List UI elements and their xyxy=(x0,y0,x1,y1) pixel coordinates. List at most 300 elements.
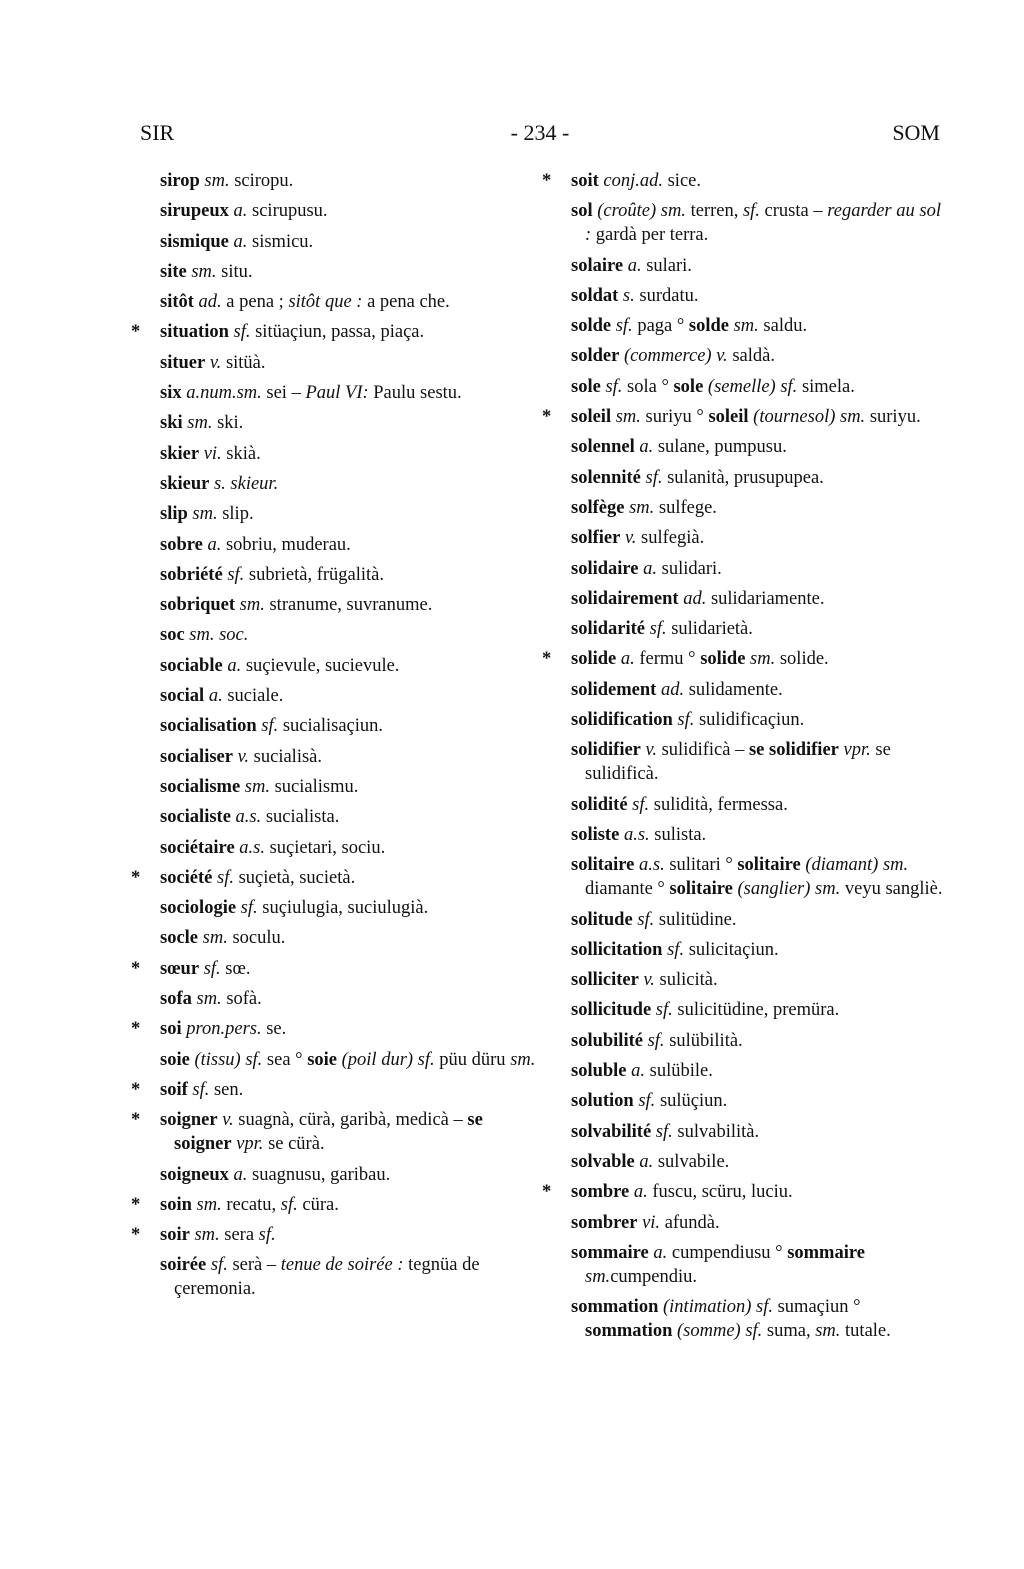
grammar-label: sm. xyxy=(624,497,655,518)
grammar-label: sf. xyxy=(632,909,655,930)
headword: solitaire xyxy=(737,855,801,876)
grammar-label: sf. xyxy=(600,376,623,397)
translation: sucialisà. xyxy=(249,746,322,767)
dictionary-entry xyxy=(160,926,540,950)
translation: solide. xyxy=(775,649,829,670)
translation: sœ. xyxy=(220,958,251,979)
dictionary-entry xyxy=(160,411,540,435)
headword: solide xyxy=(571,649,617,670)
grammar-label: a. xyxy=(204,686,223,707)
headword: sirop xyxy=(160,171,200,191)
headword: sociétaire xyxy=(160,837,235,858)
dictionary-entry xyxy=(160,1108,540,1156)
grammar-label: Paul VI: xyxy=(305,383,369,404)
translation: sulfegià. xyxy=(636,528,705,549)
headword: sommation xyxy=(571,1297,659,1318)
dictionary-entry xyxy=(571,1241,943,1289)
translation: simela. xyxy=(797,376,855,397)
translation: sulicitaçiun. xyxy=(684,939,779,960)
headword: solidarité xyxy=(571,619,645,640)
translation: sulidariamente. xyxy=(706,588,825,609)
dictionary-entry xyxy=(571,1211,943,1235)
translation: suçietà, sucietà. xyxy=(233,867,356,888)
translation: Paulu sestu. xyxy=(368,383,462,404)
dictionary-entry xyxy=(160,1048,540,1072)
translation: sitüà. xyxy=(221,352,266,373)
translation: suriyu ° xyxy=(640,407,709,428)
dictionary-entry xyxy=(571,1089,943,1113)
translation: cumpendiusu ° xyxy=(667,1242,788,1263)
headword: soif xyxy=(160,1079,188,1100)
translation: recatu, xyxy=(221,1194,281,1215)
translation: fuscu, scüru, luciu. xyxy=(647,1182,793,1203)
grammar-label: v. xyxy=(620,528,637,549)
grammar-label: sf. xyxy=(642,1030,665,1051)
headword: sociable xyxy=(160,655,223,676)
grammar-label: sm. xyxy=(186,261,217,282)
headword: solliciter xyxy=(571,970,639,991)
headword: soie xyxy=(160,1049,190,1070)
headword: skier xyxy=(160,443,200,464)
grammar-label: sm. xyxy=(198,928,228,949)
dictionary-entry xyxy=(160,290,540,314)
grammar-label: (tissu) sf. xyxy=(189,1049,263,1070)
translation: suçiulugia, suciulugià. xyxy=(257,898,429,919)
dictionary-entry xyxy=(160,775,540,799)
dictionary-entry xyxy=(571,496,943,520)
dictionary-entry xyxy=(160,563,540,587)
headword: solde xyxy=(571,316,612,337)
translation: sulübile. xyxy=(645,1061,713,1082)
translation: stranume, suvranume. xyxy=(264,595,433,616)
header-right-guide-word: SOM xyxy=(892,120,940,145)
grammar-label: (somme) sf. xyxy=(672,1321,763,1342)
dictionary-entry xyxy=(571,405,943,429)
translation: suciale. xyxy=(222,686,284,707)
translation: suçievule, sucievule. xyxy=(241,655,400,676)
translation: se cürà. xyxy=(263,1134,325,1155)
translation: sulanità, prusupupea. xyxy=(662,467,824,488)
headword: solidification xyxy=(571,710,673,731)
dictionary-entry xyxy=(571,587,943,611)
dictionary-entry xyxy=(571,557,943,581)
translation: a pena che. xyxy=(362,292,450,313)
headword: skieur xyxy=(160,473,210,494)
grammar-label: (tournesol) sm. xyxy=(748,407,866,428)
dictionary-entry xyxy=(160,1163,540,1187)
grammar-label: (croûte) sm. xyxy=(592,201,686,222)
grammar-label: (intimation) sf. xyxy=(658,1297,773,1318)
translation: fermu ° xyxy=(634,649,701,670)
dictionary-entry xyxy=(571,678,943,702)
grammar-label: s. skieur. xyxy=(209,473,279,494)
translation: sciropu. xyxy=(229,171,294,191)
dictionary-entry xyxy=(160,987,540,1011)
translation: sulvabilità. xyxy=(672,1121,760,1142)
dictionary-entry xyxy=(160,896,540,920)
dictionary-entry xyxy=(160,169,540,193)
headword: solidité xyxy=(571,794,628,815)
grammar-label: a. xyxy=(634,437,654,458)
headword: sociologie xyxy=(160,898,237,919)
translation: sulüçiun. xyxy=(655,1091,728,1112)
headword: solvabilité xyxy=(571,1121,652,1142)
grammar-label: a.s. xyxy=(619,824,650,845)
dictionary-entry xyxy=(160,230,540,254)
dictionary-entry xyxy=(160,866,540,890)
dictionary-entry xyxy=(571,853,943,901)
dictionary-entry xyxy=(571,314,943,338)
grammar-label: sitôt que : xyxy=(288,292,363,313)
dictionary-entry xyxy=(160,533,540,557)
dictionary-entry xyxy=(571,526,943,550)
headword: sol xyxy=(571,201,593,222)
dictionary-entry xyxy=(160,1253,540,1301)
grammar-label: a.s. xyxy=(234,837,265,858)
dictionary-entry xyxy=(571,1120,943,1144)
headword: solennité xyxy=(571,467,641,488)
headword: solennel xyxy=(571,437,635,458)
headword: solitude xyxy=(571,909,633,930)
translation: tutale. xyxy=(840,1321,891,1342)
dictionary-entry xyxy=(160,593,540,617)
headword: socialisme xyxy=(160,776,241,797)
dictionary-entry xyxy=(571,284,943,308)
grammar-label: sf. xyxy=(236,898,258,919)
translation: sulista. xyxy=(649,824,707,845)
dictionary-entry xyxy=(571,908,943,932)
grammar-label: a. xyxy=(228,201,248,222)
grammar-label: pron.pers. xyxy=(181,1019,262,1040)
grammar-label: sm. xyxy=(235,595,265,616)
translation: sulidari. xyxy=(657,558,722,579)
grammar-label: a. xyxy=(626,1061,646,1082)
grammar-label: ad. xyxy=(656,679,685,700)
headword: situer xyxy=(160,352,206,373)
headword: solitaire xyxy=(571,855,635,876)
dictionary-entry xyxy=(571,998,943,1022)
page-header xyxy=(140,120,940,150)
grammar-label: sm. xyxy=(199,171,230,191)
translation: ski. xyxy=(212,413,244,434)
headword: solidaire xyxy=(571,558,639,579)
translation: scirupusu. xyxy=(247,201,328,222)
grammar-label: ad. xyxy=(678,588,707,609)
dictionary-entry xyxy=(571,1180,943,1204)
headword: sollicitude xyxy=(571,1000,652,1021)
dictionary-entry xyxy=(571,738,943,786)
grammar-label: v. xyxy=(205,352,222,373)
translation: crusta – xyxy=(759,201,828,222)
grammar-label: v. xyxy=(640,740,657,761)
headword: sole xyxy=(673,376,704,397)
translation: sera xyxy=(219,1225,259,1246)
translation: serà – xyxy=(227,1255,281,1276)
translation: sola ° xyxy=(622,376,674,397)
headword: situation xyxy=(160,322,229,343)
grammar-label: a. xyxy=(634,1151,654,1172)
headword: soc xyxy=(160,625,185,646)
dictionary-entry xyxy=(571,793,943,817)
grammar-label: sf. xyxy=(206,1255,228,1276)
headword: solde xyxy=(688,316,729,337)
translation: sulvabile. xyxy=(653,1151,730,1172)
translation: tegnüa de çeremonia. xyxy=(174,1255,480,1300)
headword: socle xyxy=(160,928,199,949)
grammar-label: sf. xyxy=(651,1121,673,1142)
grammar-label: sf. xyxy=(256,716,279,737)
headword: se soigner xyxy=(174,1110,483,1155)
grammar-label: sf. xyxy=(633,1091,656,1112)
grammar-label: a. xyxy=(648,1242,668,1263)
grammar-label: sm. xyxy=(745,649,776,670)
dictionary-entry xyxy=(571,169,943,193)
headword: se solidifier xyxy=(748,740,839,761)
headword: solidement xyxy=(571,679,657,700)
dictionary-entry xyxy=(571,708,943,732)
grammar-label: a. xyxy=(228,1164,248,1185)
dictionary-entry xyxy=(571,1150,943,1174)
translation: cüra. xyxy=(297,1194,339,1215)
dictionary-entry xyxy=(571,647,943,671)
grammar-label: sf. xyxy=(228,322,251,343)
dictionary-entry xyxy=(160,1078,540,1102)
grammar-label: a.s. xyxy=(230,807,262,828)
headword: soi xyxy=(160,1019,182,1040)
grammar-label: sm. xyxy=(182,413,213,434)
dictionary-entry xyxy=(571,617,943,641)
headword: six xyxy=(160,383,182,404)
dictionary-entry xyxy=(571,1029,943,1053)
translation: sulitüdine. xyxy=(654,909,737,930)
grammar-label: sm. xyxy=(815,1321,841,1342)
translation: situ. xyxy=(216,261,253,282)
translation: sobriu, muderau. xyxy=(221,534,351,555)
translation: sen. xyxy=(209,1079,244,1100)
grammar-label: sf. xyxy=(672,710,695,731)
headword: solidairement xyxy=(571,588,679,609)
headword: ski xyxy=(160,413,183,434)
dictionary-entry xyxy=(160,805,540,829)
dictionary-entry xyxy=(571,254,943,278)
translation: sulicitüdine, premüra. xyxy=(672,1000,840,1021)
headword: socialiste xyxy=(160,807,231,828)
dictionary-entry xyxy=(571,344,943,368)
grammar-label: vpr. xyxy=(231,1134,264,1155)
translation: sulicità. xyxy=(654,970,718,991)
headword: solder xyxy=(571,346,620,367)
headword: soliste xyxy=(571,824,620,845)
translation: suçietari, sociu. xyxy=(264,837,386,858)
headword: soldat xyxy=(571,285,619,306)
headword: solaire xyxy=(571,255,624,276)
dictionary-entry xyxy=(571,1059,943,1083)
headword: solidifier xyxy=(571,740,641,761)
grammar-label: vi. xyxy=(199,443,222,464)
headword: soit xyxy=(571,171,599,191)
grammar-label: sm. xyxy=(510,1049,536,1070)
headword: sole xyxy=(571,376,601,397)
grammar-label: sf. xyxy=(280,1194,298,1215)
headword: sismique xyxy=(160,231,229,252)
grammar-label: sf. xyxy=(611,316,633,337)
dictionary-entry xyxy=(160,199,540,223)
grammar-label: a.num.sm. xyxy=(181,383,262,404)
grammar-label: v. xyxy=(232,746,250,767)
translation: afundà. xyxy=(660,1212,720,1233)
headword: sobriété xyxy=(160,564,223,585)
dictionary-entry xyxy=(160,260,540,284)
translation: paga ° xyxy=(632,316,689,337)
dictionary-entry xyxy=(160,502,540,526)
headword: soie xyxy=(307,1049,337,1070)
dictionary-entry xyxy=(571,199,943,247)
translation: sofà. xyxy=(221,989,262,1010)
translation: sitüaçiun, passa, piaça. xyxy=(250,322,425,343)
translation: sismicu. xyxy=(247,231,314,252)
translation: slip. xyxy=(217,504,254,525)
headword: solvable xyxy=(571,1151,635,1172)
headword: société xyxy=(160,867,213,888)
headword: soigner xyxy=(160,1110,218,1131)
translation: sucialista. xyxy=(261,807,340,828)
translation: sulitari ° xyxy=(664,855,738,876)
grammar-label: s. xyxy=(618,285,635,306)
grammar-label: a. xyxy=(202,534,222,555)
headword: solide xyxy=(700,649,746,670)
dictionary-entry xyxy=(571,823,943,847)
grammar-label: sf. xyxy=(222,564,245,585)
translation: sumaçiun ° xyxy=(772,1297,861,1318)
grammar-label: (diamant) sm. xyxy=(800,855,909,876)
grammar-label: sm. xyxy=(611,407,641,428)
translation: soculu. xyxy=(227,928,286,949)
translation: cumpendiu. xyxy=(610,1266,698,1287)
translation: diamante ° xyxy=(585,879,670,900)
headword: slip xyxy=(160,504,188,525)
grammar-label: tenue de soirée : xyxy=(280,1255,404,1276)
headword: soirée xyxy=(160,1255,207,1276)
translation: se sulidificà. xyxy=(585,740,891,785)
translation: terren, xyxy=(685,201,743,222)
grammar-label: a. xyxy=(222,655,242,676)
headword: socialisation xyxy=(160,716,257,737)
grammar-label: sf. xyxy=(640,467,663,488)
dictionary-entry xyxy=(571,968,943,992)
headword: sommaire xyxy=(787,1242,865,1263)
dictionary-entry xyxy=(160,623,540,647)
headword: soin xyxy=(160,1194,192,1215)
translation: sulübilità. xyxy=(664,1030,743,1051)
translation: subrietà, frügalità. xyxy=(244,564,385,585)
grammar-label: (poil dur) sf. xyxy=(337,1049,435,1070)
headword: sitôt xyxy=(160,292,194,313)
headword: soleil xyxy=(708,407,749,428)
dictionary-entry xyxy=(571,938,943,962)
grammar-label: sf. xyxy=(662,939,685,960)
grammar-label: regarder au sol : xyxy=(585,201,941,246)
grammar-label: vpr. xyxy=(838,740,871,761)
grammar-label: (commerce) v. xyxy=(619,346,728,367)
dictionary-entry xyxy=(160,320,540,344)
dictionary-entry xyxy=(160,745,540,769)
translation: sice. xyxy=(662,171,701,191)
dictionary-entry xyxy=(571,435,943,459)
grammar-label: a. xyxy=(616,649,635,670)
translation: sei – xyxy=(261,383,306,404)
headword: socialiser xyxy=(160,746,233,767)
headword: sollicitation xyxy=(571,939,663,960)
headword: sœur xyxy=(160,958,200,979)
headword: solution xyxy=(571,1091,634,1112)
headword: sobre xyxy=(160,534,203,555)
translation: sulfege. xyxy=(654,497,717,518)
grammar-label: sf. xyxy=(212,867,234,888)
headword: sommaire xyxy=(571,1242,649,1263)
right-column xyxy=(571,169,943,1349)
dictionary-entry xyxy=(160,442,540,466)
headword: soluble xyxy=(571,1061,627,1082)
translation: sucialismu. xyxy=(269,776,359,797)
translation: suagnusu, garibau. xyxy=(247,1164,391,1185)
headword: sommation xyxy=(585,1321,673,1342)
headword: site xyxy=(160,261,187,282)
dictionary-entry xyxy=(160,1017,540,1041)
translation: sulidità, fermessa. xyxy=(649,794,788,815)
header-left-guide-word: SIR xyxy=(140,120,175,145)
dictionary-entry xyxy=(160,836,540,860)
page-number: - 234 - xyxy=(510,120,570,145)
translation: gardà per terra. xyxy=(591,225,709,246)
translation: skià. xyxy=(221,443,261,464)
dictionary-entry xyxy=(571,466,943,490)
dictionary-entry xyxy=(160,654,540,678)
translation: suma, xyxy=(762,1321,816,1342)
grammar-label: v. xyxy=(217,1110,234,1131)
headword: solfier xyxy=(571,528,621,549)
translation: sulidarietà. xyxy=(666,619,753,640)
headword: solubilité xyxy=(571,1030,643,1051)
dictionary-entry xyxy=(160,684,540,708)
translation: saldà. xyxy=(727,346,775,367)
translation: a pena ; xyxy=(221,292,289,313)
translation: sulane, pumpusu. xyxy=(653,437,787,458)
grammar-label: a.s. xyxy=(634,855,665,876)
grammar-label: a. xyxy=(623,255,642,276)
grammar-label: sf. xyxy=(187,1079,210,1100)
grammar-label: sf. xyxy=(199,958,221,979)
dictionary-entry xyxy=(160,1193,540,1217)
headword: solfège xyxy=(571,497,625,518)
left-column xyxy=(160,169,540,1308)
grammar-label: a. xyxy=(638,558,657,579)
translation: saldu. xyxy=(758,316,808,337)
grammar-label: sm. soc. xyxy=(184,625,249,646)
grammar-label: (sanglier) sm. xyxy=(732,879,841,900)
headword: soir xyxy=(160,1225,190,1246)
headword: sombre xyxy=(571,1182,630,1203)
grammar-label: conj.ad. xyxy=(598,171,663,191)
translation: sea ° xyxy=(262,1049,308,1070)
translation: sucialisaçiun. xyxy=(278,716,384,737)
grammar-label: sm. xyxy=(585,1266,611,1287)
grammar-label: sm. xyxy=(189,1225,220,1246)
translation: se. xyxy=(261,1019,287,1040)
grammar-label: sf. xyxy=(258,1225,276,1246)
grammar-label: a. xyxy=(629,1182,648,1203)
headword: solitaire xyxy=(669,879,733,900)
headword: soigneux xyxy=(160,1164,229,1185)
